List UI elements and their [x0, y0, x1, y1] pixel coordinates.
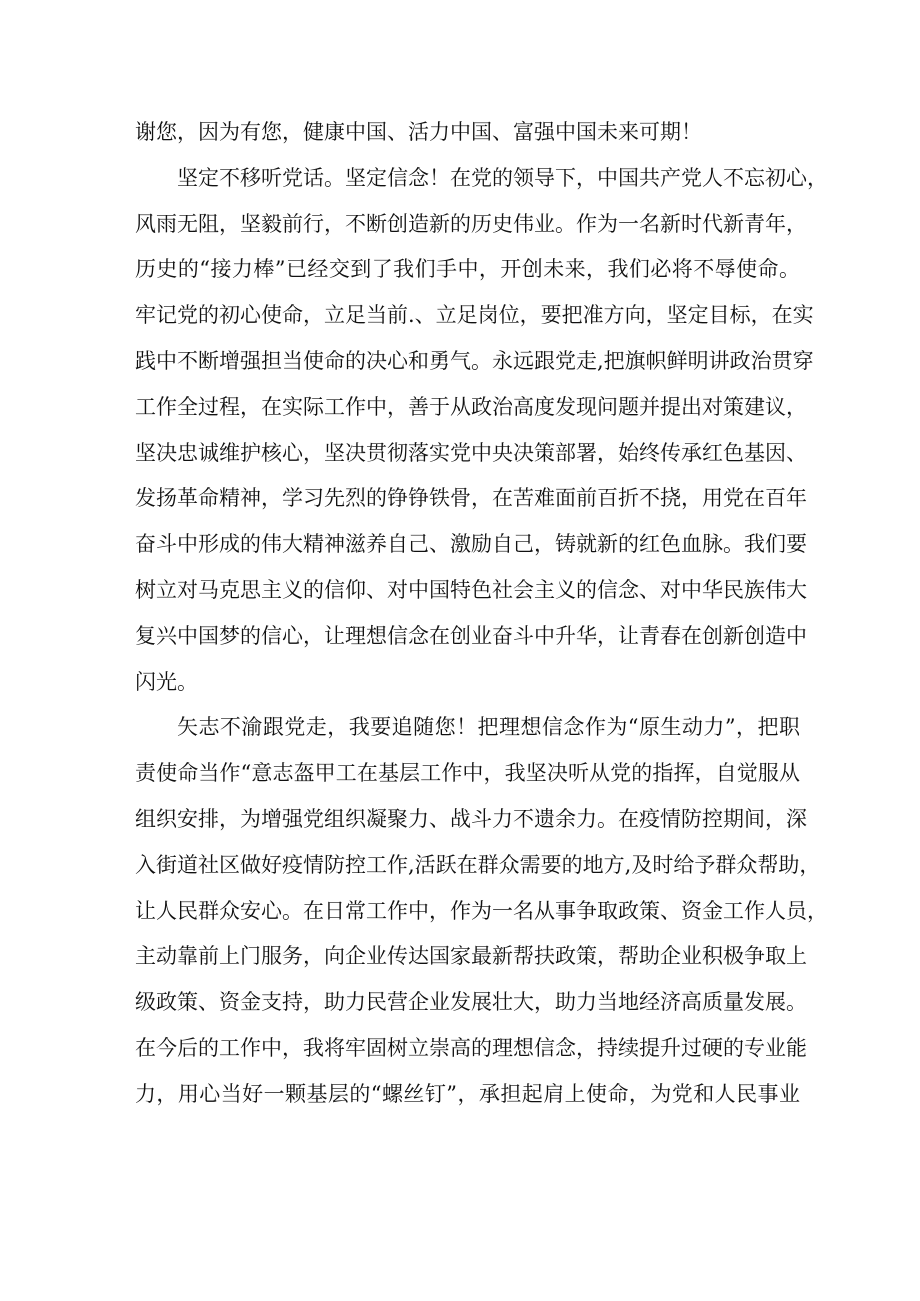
paragraph-first-line: 矢志不渝跟党走，我要追随您！把理想信念作为“原生动力”，把职 [177, 715, 800, 740]
document-body [135, 110, 828, 1118]
text-line: 级政策、资金支持，助力民营企业发展壮大，助力当地经济高质量发展。 [135, 990, 807, 1015]
text-line: 践中不断增强担当使命的决心和勇气。永远跟党走,把旗帜鲜明讲政治贯穿 [135, 348, 814, 373]
text-line: 谢您，因为有您，健康中国、活力中国、富强中国未来可期！ [135, 120, 702, 144]
text-line: 闪光。 [135, 669, 198, 694]
text-line: 奋斗中形成的伟大精神滋养自己、激励自己，铸就新的红色血脉。我们要 [135, 532, 807, 557]
text-line: 风雨无阻，坚毅前行，不断创造新的历史伟业。作为一名新时代新青年， [135, 211, 807, 236]
text-line: 主动靠前上门服务，向企业传达国家最新帮扶政策，帮助企业积极争取上 [135, 944, 807, 969]
text-line: 牢记党的初心使命，立足当前.、立足岗位，要把准方向，坚定目标，在实 [135, 303, 814, 328]
text-line: 入街道社区做好疫情防控工作,活跃在群众需要的地方,及时给予群众帮助， [135, 852, 821, 877]
text-line: 坚决忠诚维护核心，坚决贯彻落实党中央决策部署，始终传承红色基因、 [135, 440, 807, 465]
paragraph-first-line: 坚定不移听党话。坚定信念！在党的领导下，中国共产党人不忘初心， [177, 165, 828, 190]
text-line: 历史的“接力棒”已经交到了我们手中，开创未来，我们必将不辱使命。 [135, 257, 800, 282]
text-line: 在今后的工作中，我将牢固树立崇高的理想信念，持续提升过硬的专业能 [135, 1035, 807, 1060]
text-line: 让人民群众安心。在日常工作中，作为一名从事争取政策、资金工作人员， [135, 898, 828, 923]
text-line: 责使命当作“意志盔甲工在基层工作中，我坚决听从党的指挥，自觉服从 [135, 761, 800, 786]
text-line: 力，用心当好一颗基层的“螺丝钉”，承担起肩上使命，为党和人民事业 [135, 1081, 800, 1106]
text-line: 组织安排，为增强党组织凝聚力、战斗力不遗余力。在疫情防控期间，深 [135, 806, 807, 831]
text-line: 树立对马克思主义的信仰、对中国特色社会主义的信念、对中华民族伟大 [135, 577, 807, 602]
text-line: 工作全过程，在实际工作中，善于从政治高度发现问题并提出对策建议， [135, 394, 807, 419]
text-line: 复兴中国梦的信心，让理想信念在创业奋斗中升华，让青春在创新创造中 [135, 623, 807, 648]
text-line: 发扬革命精神，学习先烈的铮铮铁骨，在苦难面前百折不挠，用党在百年 [135, 486, 807, 511]
